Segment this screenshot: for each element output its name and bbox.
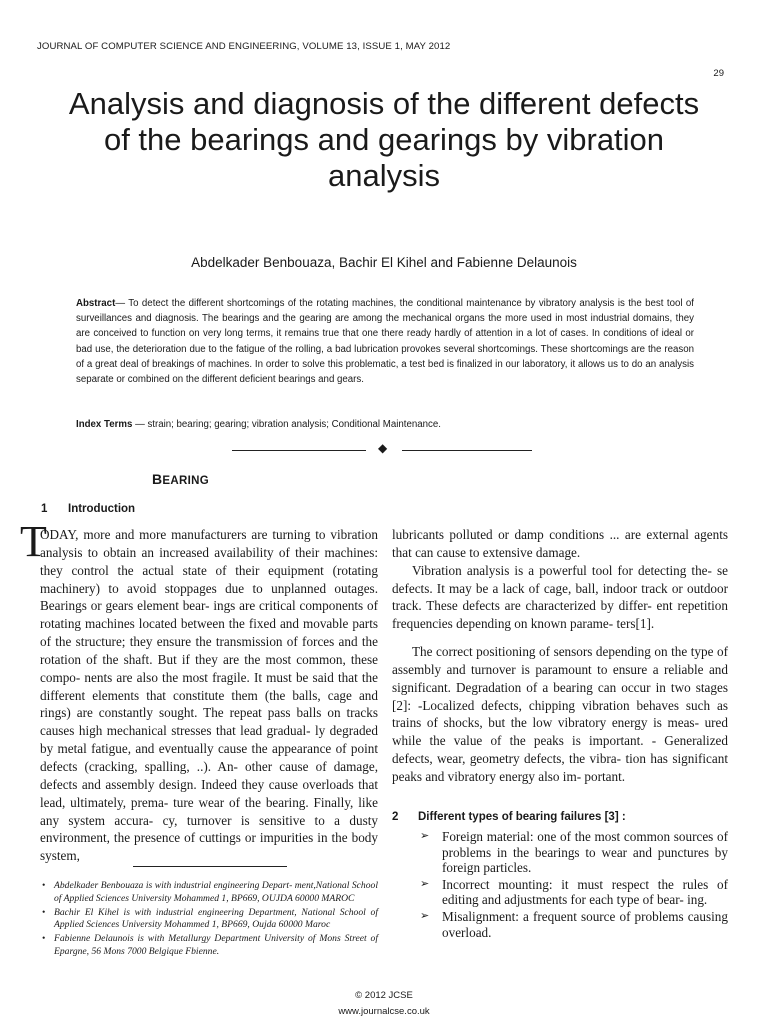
section-heading-initial: B	[152, 471, 163, 487]
arrow-bullet-icon: ➢	[420, 830, 430, 842]
bullet-icon: •	[42, 933, 46, 945]
list-item	[392, 829, 728, 876]
separator-line-right	[402, 450, 532, 451]
footnote	[32, 933, 378, 958]
subsection-introduction-heading	[41, 503, 135, 515]
index-terms-label: Index Terms	[76, 419, 133, 430]
list-item	[392, 909, 728, 940]
subsection-number: 1	[41, 503, 48, 515]
body-column-left	[40, 526, 378, 865]
section-heading	[152, 471, 209, 487]
section-separator	[232, 443, 532, 457]
footer-website-link[interactable]: www.journalcse.co.uk	[338, 1006, 430, 1017]
failure-types-list	[392, 829, 728, 941]
index-terms-text: strain; bearing; gearing; vibration analysis; Conditional Maintenance.	[147, 419, 441, 430]
authors: Abdelkader Benbouaza, Bachir El Kihel and Fabienne Delaunois	[191, 255, 577, 270]
index-terms-dash: —	[135, 419, 145, 430]
drop-cap: T	[20, 517, 47, 566]
abstract	[76, 296, 694, 387]
arrow-bullet-icon: ➢	[420, 877, 430, 890]
author-footnotes	[32, 880, 378, 960]
footnote-text: Fabienne Delaunois is with Metallurgy Department University of Mons Street of Epargne, 56 Mons 7000 Belgique Fbienne.	[54, 933, 378, 957]
subsection-failures-heading	[392, 811, 626, 823]
section-heading-rest: EARING	[162, 475, 209, 487]
bullet-icon: •	[42, 880, 46, 891]
index-terms	[76, 419, 696, 430]
intro-paragraph-1-continued: lubricants polluted or damp conditions ... are external agents that can cause to extensive damage.	[392, 527, 728, 560]
page-number: 29	[713, 68, 724, 79]
footnote	[32, 880, 378, 905]
abstract-dash: —	[115, 298, 125, 309]
footnote	[32, 907, 378, 932]
journal-header: JOURNAL OF COMPUTER SCIENCE AND ENGINEERING, VOLUME 13, ISSUE 1, MAY 2012	[37, 41, 451, 52]
paper-title: Analysis and diagnosis of the different defects of the bearings and gearings by vibration analysis	[68, 86, 700, 193]
bullet-icon: •	[42, 906, 46, 918]
footnote-text: Abdelkader Benbouaza is with industrial engineering Depart- ment,National School of Applied Sciences University Mohammed 1, BP669, OUJDA 60000 MAROC	[54, 880, 378, 904]
intro-paragraph-1: ODAY, more and more manufacturers are turning to vibration analysis to obtain an increased availability of their machines: they control the actual state of their equipment (rotating machinery) to avoid stoppages due to unplanned outages. Bearings or gears element bear- ings are critical components of rotating machines located between the fixed and movable parts of the structure; they ensure the transmission of forces and the rotation of the shaft. But if they are the most common, these compo- nents are also the most fragile. It must be said that the different elements that constitute them (the balls, cage and rings) are constantly sought. The repeat pass balls on tracks causes high mechanical stresses that lead gradual- ly degraded by metal fatigue, and eventually cause the appearance of point defects (cracking, spalling, ..). An- other cause of damage, defects and assembly design. Indeed they cause overloads that lead, ultimately, prema- ture wear of the bearing. Finally, like any system accura- cy, turnover is sensitive to a dusty environment, the presence of cuttings or impurities in the body system,	[40, 527, 378, 864]
list-item	[392, 877, 728, 908]
intro-paragraph-2: Vibration analysis is a powerful tool for detecting the- se defects. It may be a lack of cage, ball, indoor track or outdoor track. These defects are characterized by differ- ent repetition frequencies depending on known parame- ters[1].	[392, 562, 728, 632]
body-column-right	[392, 526, 728, 786]
footnote-divider	[133, 866, 287, 867]
subsection-title: Different types of bearing failures [3] :	[418, 811, 626, 823]
list-item-text: Misalignment: a frequent source of problems causing overload.	[442, 908, 728, 940]
abstract-label: Abstract	[76, 298, 116, 309]
footnote-text: Bachir El Kihel is with industrial engineering Department, National School of Applied Sciences University Mohammed 1, BP669, Oujda 60000 Maroc	[54, 906, 378, 931]
list-item-text: Foreign material: one of the most common sources of problems in the bearings to wear and punctures by foreign particles.	[442, 829, 728, 876]
list-item-text: Incorrect mounting: it must respect the rules of editing and adjustments for each type of bear- ing.	[442, 876, 728, 908]
subsection-number: 2	[392, 811, 399, 823]
subsection-title: Introduction	[68, 503, 136, 515]
separator-line-left	[232, 450, 366, 451]
diamond-icon: ◆	[378, 441, 388, 455]
footer-copyright: © 2012 JCSE	[355, 990, 413, 1001]
abstract-text: To detect the different shortcomings of the rotating machines, the conditional maintenance by vibratory analysis is the best tool of surveillances and diagnosis. The bearings and the gearing are among the mechanical organs the more used in most industrial domains, they are conceived to function on very long terms, it remains true that one there ready hardly of attention in a lot of cases. In conditions of ideal or bad use, the deterioration due to the fatigue of the rolling, a bad lubrication provokes several shortcomings. These shortcomings are the reason of a great deal of breakings of machines. In order to solve this problematic, a test bed is finalized in our laboratory, it allows us to do an analysis separate or combined on the different deficient bearings and gears.	[76, 298, 694, 386]
intro-paragraph-3: The correct positioning of sensors depending on the type of assembly and turnover is paramount to ensure a reliable and significant. Degradation of a bearing can occur in two stages [2]: -Localized defects, chipping vibration behaves such as trains of shocks, but the low vibratory energy is meas- ured while the value of the peaks is important. - Generalized defects, wear, geometry defects, the vibra- tion has significant peaks and vibratory energy also im- portant.	[392, 644, 728, 784]
arrow-bullet-icon: ➢	[420, 909, 430, 922]
